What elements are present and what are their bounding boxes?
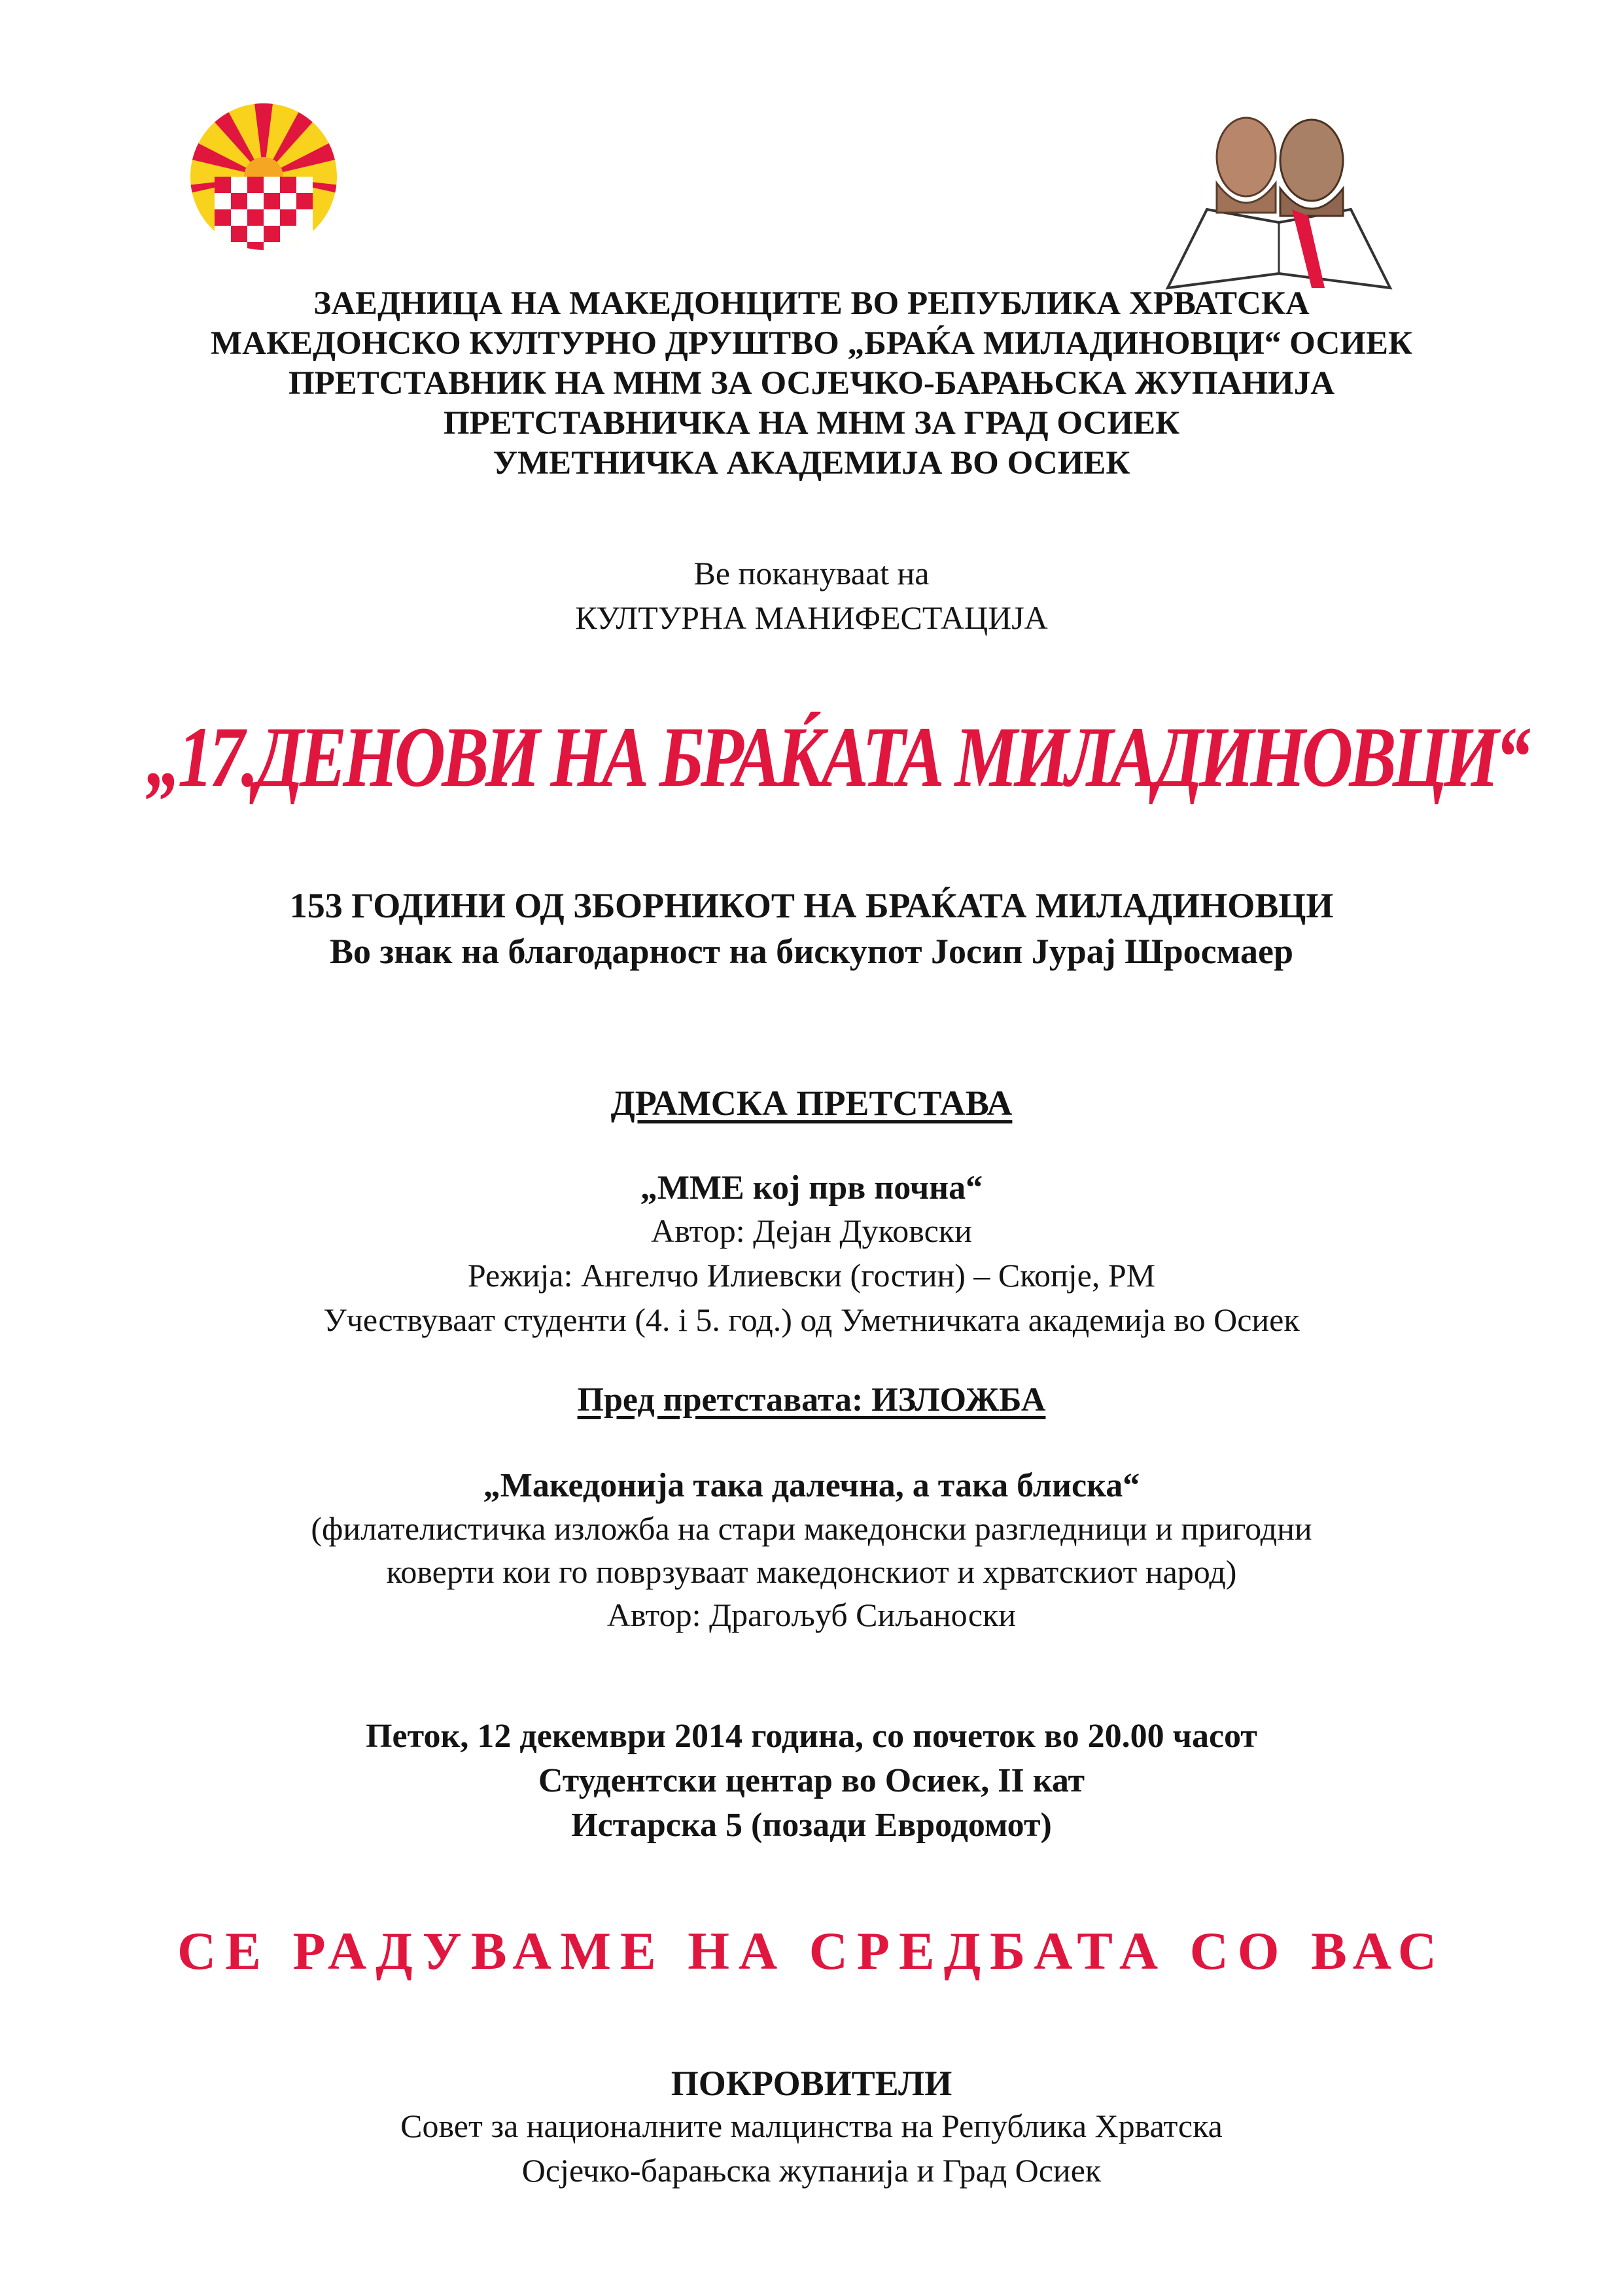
event-address: Истарска 5 (позади Евродомот) (571, 1807, 1052, 1844)
drama-participants: Учествуваат студенти (4. i 5. год.) од Уметничката академија во Осиек (323, 1301, 1300, 1338)
event-date-time: Петок, 12 декември 2014 година, со почеток во 20.00 часот (366, 1718, 1257, 1755)
organization-line-1: ЗАЕДНИЦА НА МАКЕДОНЦИТЕ ВО РЕПУБЛИКА ХРВАТСКА (313, 285, 1310, 322)
invitation-line-1: Ве поканувааt на (693, 555, 930, 592)
anniversary-line: 153 ГОДИНИ ОД ЗБОРНИКОТ НА БРАЌАТА МИЛАДИНОВЦИ (289, 886, 1334, 925)
invitation-line-2: КУЛТУРНА МАНИФЕСТАЦИЈА (575, 599, 1048, 636)
closing-slogan: СЕ РАДУВАМЕ НА СРЕДБАТА СО ВАС (177, 1921, 1446, 1981)
exhibition-heading: Пред претставата: ИЗЛОЖБА (577, 1381, 1046, 1419)
sponsor-line-2: Осјечко-барањска жупанија и Град Осиек (521, 2152, 1102, 2189)
drama-director: Режија: Ангелчо Илиевски (гостин) – Скопје, РМ (467, 1257, 1156, 1294)
drama-author: Автор: Дејан Дуковски (651, 1212, 972, 1249)
exhibition-description-2: коверти кои го поврзуваат македонскиот и хрватскиот народ) (386, 1553, 1237, 1590)
organization-line-3: ПРЕТСТАВНИК НА МНМ ЗА ОСЈЕЧКО-БАРАЊСКА ЖУПАНИЈА (288, 365, 1335, 402)
exhibition-description-1: (филателистичка изложба на стари македонски разгледници и пригодни (311, 1510, 1312, 1547)
organization-line-5: УМЕТНИЧКА АКАДЕМИЈА ВО ОСИЕК (493, 445, 1130, 482)
drama-heading: ДРАМСКА ПРЕТСТАВА (610, 1084, 1013, 1123)
sponsors-heading: ПОКРОВИТЕЛИ (671, 2064, 952, 2103)
miladinovci-brothers-logo (1155, 98, 1403, 294)
gratitude-line: Во знак на благодарност на бискупот Јосип Јурај Шросмаер (330, 932, 1293, 971)
community-logo (175, 98, 352, 255)
event-title: „17.ДЕНОВИ НА БРАЌАТА МИЛАДИНОВЦИ“ (146, 709, 1527, 805)
event-venue: Студентски центар во Осиек, II кат (538, 1762, 1085, 1799)
organization-line-4: ПРЕТСТАВНИЧКА НА МНМ ЗА ГРАД ОСИЕК (443, 405, 1180, 442)
drama-title: „ММЕ кој прв почна“ (640, 1169, 983, 1207)
sponsor-line-1: Совет за националните малцинства на Република Хрватска (400, 2108, 1223, 2144)
organization-line-2: МАКЕДОНСКО КУЛТУРНО ДРУШТВО „БРАЌА МИЛАДИНОВЦИ“ ОСИЕК (211, 325, 1412, 362)
exhibition-title: „Македонија така далечна, а така блиска“ (483, 1467, 1140, 1504)
exhibition-author: Автор: Драгољуб Сиљаноски (606, 1597, 1017, 1633)
